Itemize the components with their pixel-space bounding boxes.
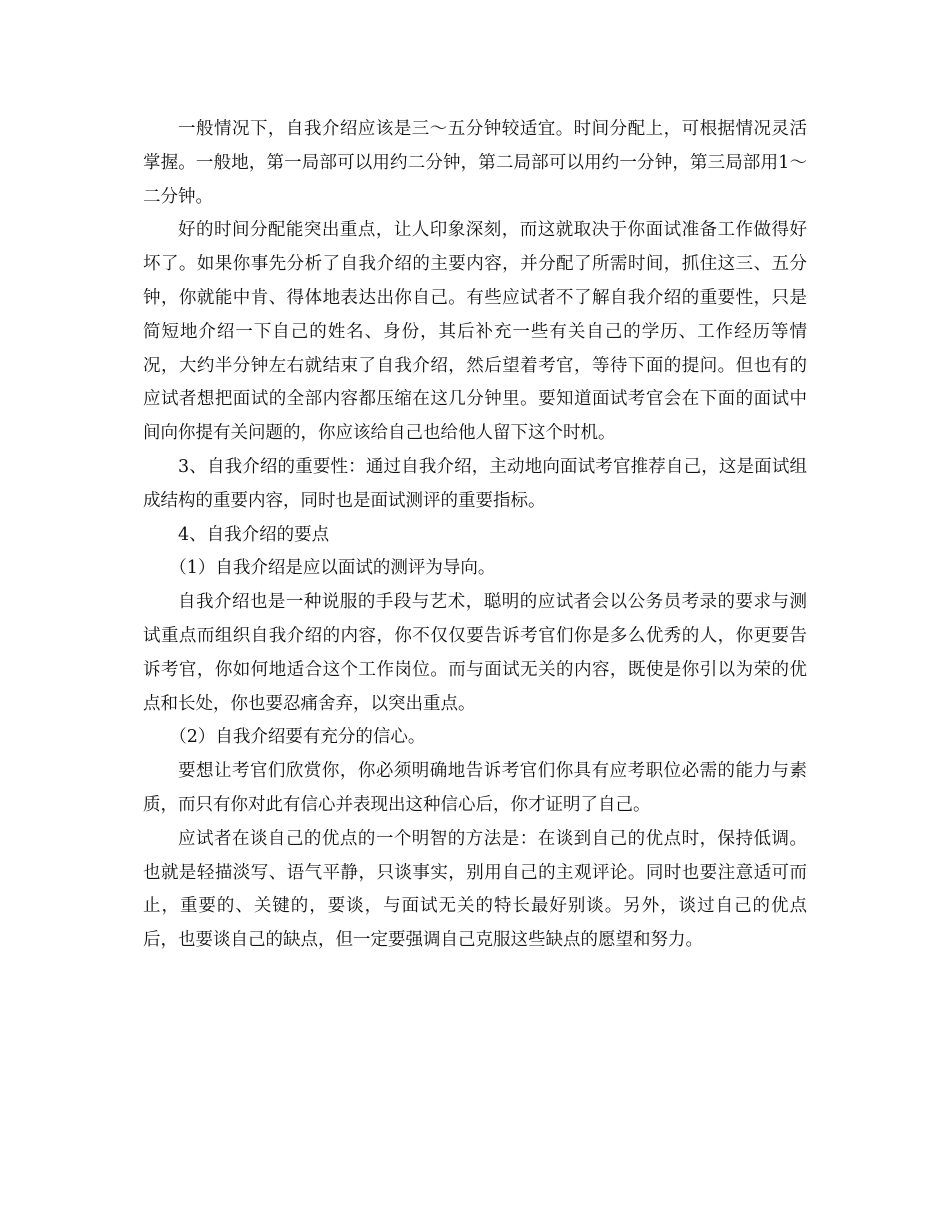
document-body	[143, 113, 807, 958]
paragraph-time-allocation: 一般情况下，自我介绍应该是三～五分钟较适宜。时间分配上，可根据情况灵活掌握。一般地，第一局部可以用约二分钟，第二局部可以用约一分钟，第三局部用1～二分钟。	[143, 119, 807, 207]
paragraph-persuasion: 自我介绍也是一种说服的手段与艺术，聪明的应试者会以公务员考录的要求与测试重点而组织自我介绍的内容，你不仅仅要告诉考官们你是多么优秀的人，你更要告诉考官，你如何地适合这个工作岗位。而与面试无关的内容，既使是你引以为荣的优点和长处，你也要忍痛舍弃，以突出重点。	[143, 592, 807, 714]
subheading-confidence: （2）自我介绍要有充分的信心。	[169, 727, 426, 748]
paragraph-importance: 3、自我介绍的重要性：通过自我介绍，主动地向面试考官推荐自己，这是面试组成结构的重要内容，同时也是面试测评的重要指标。	[143, 456, 807, 511]
heading-key-points: 4、自我介绍的要点	[178, 524, 330, 545]
subheading-assessment-oriented: （1）自我介绍是应以面试的测评为导向。	[169, 558, 496, 579]
paragraph-time-emphasis: 好的时间分配能突出重点，让人印象深刻，而这就取决于你面试准备工作做得好坏了。如果你事先分析了自我介绍的主要内容，并分配了所需时间，抓住这三、五分钟，你就能中肯、得体地表达出你自己。有些应试者不了解自我介绍的重要性，只是简短地介绍一下自己的姓名、身份，其后补充一些有关自己的学历、工作经历等情况，大约半分钟左右就结束了自我介绍，然后望着考官，等待下面的提问。但也有的应试者想把面试的全部内容都压缩在这几分钟里。要知道面试考官会在下面的面试中间向你提有关问题的，你应该给自己也给他人留下这个时机。	[143, 220, 807, 444]
paragraph-modesty: 应试者在谈自己的优点的一个明智的方法是：在谈到自己的优点时，保持低调。也就是轻描淡写、语气平静，只谈事实，别用自己的主观评论。同时也要注意适可而止，重要的、关键的，要谈，与面试无关的特长最好别谈。另外，谈过自己的优点后，也要谈自己的缺点，但一定要强调自己克服这些缺点的愿望和努力。	[143, 828, 807, 951]
paragraph-confidence: 要想让考官们欣赏你，你必须明确地告诉考官们你具有应考职位必需的能力与素质，而只有你对此有信心并表现出这种信心后，你才证明了自己。	[143, 761, 807, 815]
